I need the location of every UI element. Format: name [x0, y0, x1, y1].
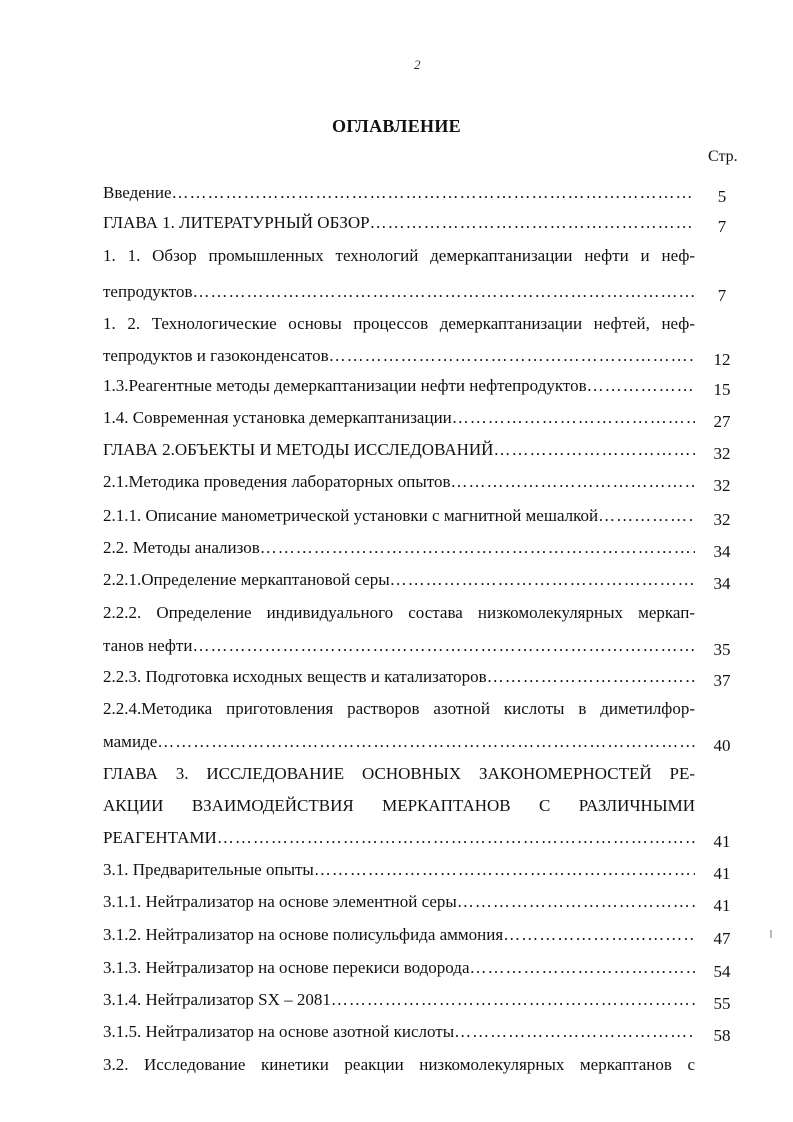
toc-entry-text: ГЛАВА 2.ОБЪЕКТЫ И МЕТОДЫ ИССЛЕДОВАНИЙ — [103, 440, 494, 459]
toc-entry-line — [103, 925, 695, 945]
toc-entry-text: 2.1.Методика проведения лабораторных опытов — [103, 472, 451, 491]
toc-entry-text: 1.4. Современная установка демеркаптанизации — [103, 408, 452, 427]
toc-entry-line — [103, 408, 695, 428]
dot-leader — [192, 636, 695, 656]
toc-page-number: 34 — [713, 574, 731, 593]
dot-leader — [587, 376, 695, 396]
toc-page-number: 34 — [713, 542, 731, 561]
dot-leader — [487, 667, 695, 687]
dot-leader — [331, 990, 695, 1010]
toc-entry-line — [103, 472, 695, 492]
dot-leader — [314, 860, 695, 880]
dot-leader — [329, 346, 695, 366]
toc-entry-line — [103, 282, 695, 302]
toc-entry-text: 3.1.5. Нейтрализатор на основе азотной кислоты — [103, 1022, 455, 1041]
toc-entry-text: мамиде — [103, 732, 158, 751]
toc-entry-line — [103, 892, 695, 912]
toc-entry-line: 2.2.2. Определение индивидуального состава низкомолекулярных меркап- — [103, 603, 695, 622]
toc-page-number: 32 — [713, 476, 731, 495]
toc-entry-text: 3.1.4. Нейтрализатор SX – 2081 — [103, 990, 331, 1009]
toc-entry-text: 2.1.1. Описание манометрической установки с магнитной мешалкой — [103, 506, 599, 525]
toc-entry-text: ГЛАВА 1. ЛИТЕРАТУРНЫЙ ОБЗОР — [103, 213, 370, 232]
toc-entry-text: тепродуктов и газоконденсатов — [103, 346, 329, 365]
toc-entry-text: 1.3.Реагентные методы демеркаптанизации нефти нефтепродуктов — [103, 376, 587, 395]
toc-entry-line — [103, 1022, 695, 1042]
toc-entry-line — [103, 506, 695, 526]
dot-leader — [452, 408, 695, 428]
dot-leader — [390, 570, 695, 590]
toc-entry-text: 3.1.3. Нейтрализатор на основе перекиси водорода — [103, 958, 470, 977]
toc-entry-line: 1. 2. Технологические основы процессов демеркаптанизации нефтей, неф- — [103, 314, 695, 333]
dot-leader — [503, 925, 695, 945]
toc-entry-line: 1. 1. Обзор промышленных технологий демеркаптанизации нефти и неф- — [103, 246, 695, 265]
toc-page-number: 27 — [713, 412, 731, 431]
toc-entry-text: 2.2. Методы анализов — [103, 538, 260, 557]
toc-entry-line — [103, 958, 695, 978]
toc-entry-line: 2.2.4.Методика приготовления растворов азотной кислоты в диметилфор- — [103, 699, 695, 718]
toc-entry-line: ГЛАВА 3. ИССЛЕДОВАНИЕ ОСНОВНЫХ ЗАКОНОМЕРНОСТЕЙ РЕ- — [103, 764, 695, 783]
toc-entry-text: тепродуктов — [103, 282, 193, 301]
toc-entry-line — [103, 440, 695, 460]
toc-page-number: 37 — [713, 671, 731, 690]
toc-page-number: 47 — [713, 929, 731, 948]
dot-leader — [370, 213, 695, 233]
page-number: 2 — [414, 57, 421, 72]
dot-leader — [172, 183, 695, 203]
toc-entry-text: 3.1.1. Нейтрализатор на основе элементной серы — [103, 892, 457, 911]
scan-mark — [770, 930, 772, 938]
toc-entry-line — [103, 213, 695, 233]
toc-entry-text: 2.2.1.Определение меркаптановой серы — [103, 570, 390, 589]
toc-page-number: 58 — [713, 1026, 731, 1045]
toc-page-number: 15 — [713, 380, 731, 399]
toc-page-number: 32 — [713, 510, 731, 529]
toc-entry-line — [103, 636, 695, 656]
toc-page-number: 54 — [713, 962, 731, 981]
dot-leader — [217, 828, 695, 848]
dot-leader — [260, 538, 695, 558]
toc-entry-line: АКЦИИ ВЗАИМОДЕЙСТВИЯ МЕРКАПТАНОВ С РАЗЛИЧНЫМИ — [103, 796, 695, 815]
toc-page-number: 41 — [713, 864, 731, 883]
toc-entry-line: 3.2. Исследование кинетики реакции низкомолекулярных меркаптанов с — [103, 1055, 695, 1074]
toc-entry-line — [103, 860, 695, 880]
dot-leader — [457, 892, 695, 912]
toc-entry-text: Введение — [103, 183, 172, 202]
toc-entry-text: 3.1.2. Нейтрализатор на основе полисульфида аммония — [103, 925, 504, 944]
toc-entry-line — [103, 570, 695, 590]
dot-leader — [454, 1022, 695, 1042]
toc-entry-text: 2.2.3. Подготовка исходных веществ и катализаторов — [103, 667, 487, 686]
toc-entry-line — [103, 538, 695, 558]
dot-leader — [157, 732, 695, 752]
toc-entry-text: РЕАГЕНТАМИ — [103, 828, 217, 847]
toc-entry-line — [103, 732, 695, 752]
toc-entry-text: танов нефти — [103, 636, 193, 655]
page-column-label: Стр. — [708, 148, 738, 165]
toc-page-number: 5 — [717, 187, 727, 206]
dot-leader — [493, 440, 695, 460]
toc-page-number: 7 — [717, 217, 727, 236]
toc-page-number: 41 — [713, 832, 731, 851]
toc-page-number: 32 — [713, 444, 731, 463]
dot-leader — [451, 472, 695, 492]
page-title: ОГЛАВЛЕНИЕ — [332, 116, 461, 136]
dot-leader — [193, 282, 696, 302]
toc-page-number: 41 — [713, 896, 731, 915]
dot-leader — [470, 958, 695, 978]
toc-entry-line — [103, 667, 695, 687]
toc-page-number: 55 — [713, 994, 731, 1013]
toc-entry-text: 3.1. Предварительные опыты — [103, 860, 314, 879]
toc-entry-line — [103, 346, 695, 366]
toc-entry-line — [103, 183, 695, 203]
toc-page-number: 7 — [717, 286, 727, 305]
dot-leader — [598, 506, 695, 526]
toc-page-number: 35 — [713, 640, 731, 659]
toc-entry-line — [103, 376, 695, 396]
toc-page-number: 12 — [713, 350, 731, 369]
toc-page-number: 40 — [713, 736, 731, 755]
toc-entry-line — [103, 828, 695, 848]
toc-entry-line — [103, 990, 695, 1010]
